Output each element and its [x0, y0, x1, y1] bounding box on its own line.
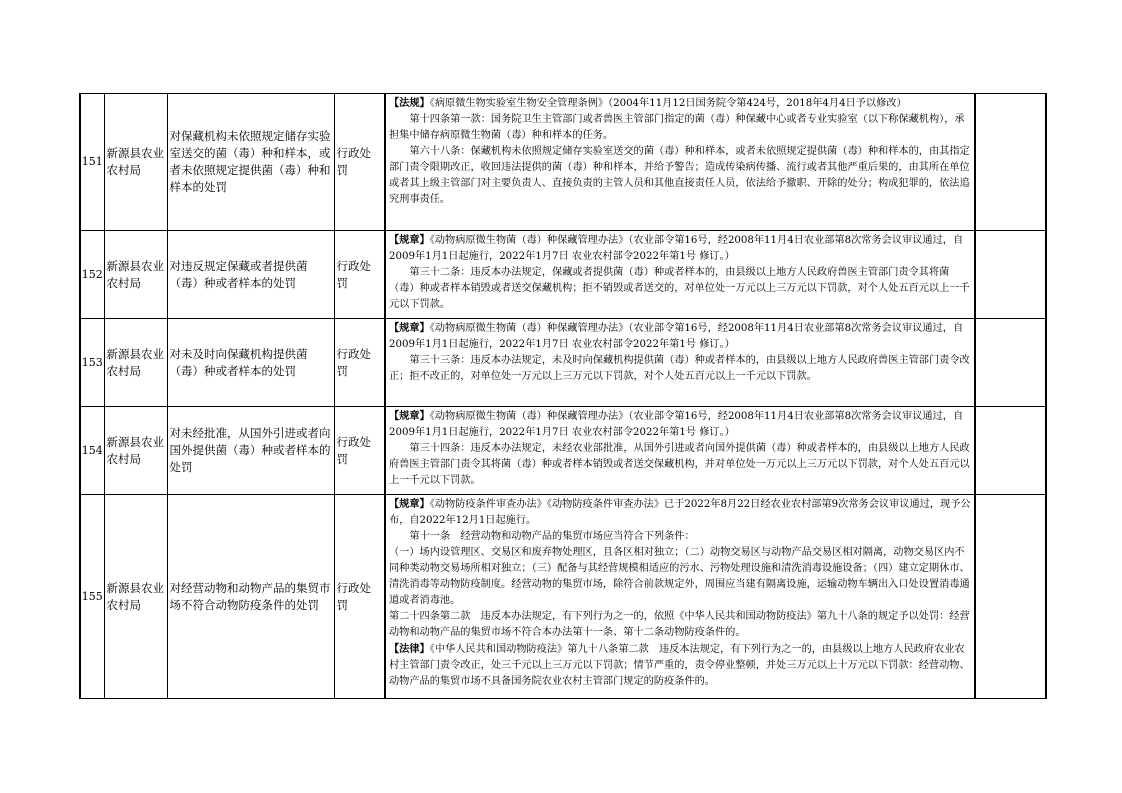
legal-basis-text: 第十一条 经营动物和动物产品的集贸市场应当符合下列条件：	[409, 531, 695, 542]
table-row	[80, 319, 1046, 407]
legal-basis-text: 《动物病原微生物菌（毒）种保藏管理办法》（农业部令第16号，经2008年11月4日农业部第8次常务会议审议通过，自2009年1月1日起施行，2022年1月7日 农业农村部令2022年第1号 修订。）	[389, 235, 964, 262]
legal-basis-text: 《中华人民共和国动物防疫法》第九十八条第二款 违反本法规定，有下列行为之一的，由县级以上地方人民政府农业农村主管部门责令改正，处三千元以上三万元以下罚款；情节严重的，责令停业整顿，并处三万元以上十万元以下罚款：经营动物、动物产品的集贸市场不具备国务院农业农村主管部门规定的防疫条件的。	[389, 644, 970, 687]
table-row	[80, 407, 1046, 495]
category-cell: 行政处罚	[334, 407, 385, 495]
penalty-item-cell: 对未及时向保藏机构提供菌（毒）种或者样本的处罚	[167, 319, 334, 407]
table-row	[80, 94, 1046, 231]
table-body	[80, 94, 1046, 699]
legal-basis-text: 《病原微生物实验室生物安全管理条例》（2004年11月12日国务院令第424号，2018年4月4日予以修改）	[429, 98, 907, 109]
row-number: 152	[80, 231, 104, 319]
legal-basis-paragraph	[389, 408, 971, 441]
legal-basis-cell	[385, 407, 975, 495]
law-type-tag: 【法律】	[389, 643, 430, 655]
law-type-tag: 【规章】	[389, 234, 430, 246]
legal-basis-paragraph	[389, 496, 971, 529]
legal-basis-cell	[385, 319, 975, 407]
department-cell: 新源县农业农村局	[104, 94, 167, 231]
legal-basis-paragraph	[389, 232, 971, 265]
legal-basis-paragraph	[389, 641, 971, 690]
category-cell: 行政处罚	[334, 319, 385, 407]
law-type-tag: 【法规】	[389, 97, 430, 109]
department-cell: 新源县农业农村局	[104, 407, 167, 495]
legal-basis-paragraph	[389, 529, 971, 545]
penalty-items-table	[79, 93, 1047, 699]
department-cell: 新源县农业农村局	[104, 495, 167, 699]
remarks-cell	[975, 231, 1046, 319]
row-number: 154	[80, 407, 104, 495]
remarks-cell	[975, 319, 1046, 407]
legal-basis-paragraph	[389, 320, 971, 353]
row-number: 153	[80, 319, 104, 407]
legal-basis-paragraph	[389, 265, 971, 313]
legal-basis-paragraph	[389, 545, 971, 609]
category-cell: 行政处罚	[334, 231, 385, 319]
penalty-item-cell: 对未经批准，从国外引进或者向国外提供菌（毒）种或者样本的处罚	[167, 407, 334, 495]
penalty-item-cell: 对经营动物和动物产品的集贸市场不符合动物防疫条件的处罚	[167, 495, 334, 699]
legal-basis-text: 第六十八条：保藏机构未依照规定储存实验室送交的菌（毒）种和样本，或者未依照规定提供菌（毒）种和样本的，由其指定部门责令限期改正，收回违法提供的菌（毒）种和样本，并给予警告；造成传染病传播、流行或者其他严重后果的，由其所在单位或者其上级主管部门对主要负责人、直接负责的主管人员和其他直接责任人员，依法给予撤职、开除的处分；构成犯罪的，依法追究刑事责任。	[389, 146, 970, 205]
legal-basis-cell	[385, 94, 975, 231]
remarks-cell	[975, 407, 1046, 495]
penalty-item-cell: 对违反规定保藏或者提供菌（毒）种或者样本的处罚	[167, 231, 334, 319]
department-cell: 新源县农业农村局	[104, 231, 167, 319]
legal-basis-text: 第三十四条：违反本办法规定，未经农业部批准，从国外引进或者向国外提供菌（毒）种或者样本的，由县级以上地方人民政府兽医主管部门责令其将菌（毒）种或者样本销毁或者送交保藏机构，并对单位处一万元以上三万元以下罚款，对个人处五百元以上一千元以下罚款。	[389, 443, 970, 486]
table-row	[80, 495, 1046, 699]
legal-basis-paragraph	[389, 353, 971, 385]
legal-basis-text: 《动物防疫条件审查办法》《动物防疫条件审查办法》已于2022年8月22日经农业农村部第9次常务会议审议通过，现予公布，自2022年12月1日起施行。	[389, 499, 971, 526]
legal-basis-text: 第二十四条第二款 违反本办法规定，有下列行为之一的，依照《中华人民共和国动物防疫法》第九十八条的规定予以处罚：经营动物和动物产品的集贸市场不符合本办法第十一条、第十二条动物防疫条件的。	[389, 611, 970, 638]
table-row	[80, 231, 1046, 319]
legal-basis-paragraph	[389, 144, 971, 208]
law-type-tag: 【规章】	[389, 322, 430, 334]
law-type-tag: 【规章】	[389, 498, 430, 510]
remarks-cell	[975, 495, 1046, 699]
penalty-item-cell: 对保藏机构未依照规定储存实验室送交的菌（毒）种和样本，或者未依照规定提供菌（毒）种和样本的处罚	[167, 94, 334, 231]
legal-basis-text: 第十四条第一款：国务院卫生主管部门或者兽医主管部门指定的菌（毒）种保藏中心或者专业实验室（以下称保藏机构），承担集中储存病原微生物菌（毒）种和样本的任务。	[389, 114, 965, 141]
law-type-tag: 【规章】	[389, 410, 430, 422]
legal-basis-text: 第三十三条：违反本办法规定，未及时向保藏机构提供菌（毒）种或者样本的，由县级以上地方人民政府兽医主管部门责令改正；拒不改正的，对单位处一万元以上三万元以下罚款，对个人处五百元以上一千元以下罚款。	[389, 355, 970, 382]
legal-basis-paragraph	[389, 95, 971, 112]
category-cell: 行政处罚	[334, 495, 385, 699]
legal-basis-cell	[385, 231, 975, 319]
department-cell: 新源县农业农村局	[104, 319, 167, 407]
category-cell: 行政处罚	[334, 94, 385, 231]
legal-basis-text: 《动物病原微生物菌（毒）种保藏管理办法》（农业部令第16号，经2008年11月4日农业部第8次常务会议审议通过，自2009年1月1日起施行，2022年1月7日 农业农村部令2022年第1号 修订。）	[389, 323, 964, 350]
row-number: 151	[80, 94, 104, 231]
legal-basis-text: 《动物病原微生物菌（毒）种保藏管理办法》（农业部令第16号，经2008年11月4日农业部第8次常务会议审议通过，自2009年1月1日起施行，2022年1月7日 农业农村部令2022年第1号 修订。）	[389, 411, 964, 438]
legal-basis-paragraph	[389, 609, 971, 641]
legal-basis-paragraph	[389, 112, 971, 144]
legal-basis-paragraph	[389, 441, 971, 489]
legal-basis-text: 第三十二条：违反本办法规定，保藏或者提供菌（毒）种或者样本的，由县级以上地方人民政府兽医主管部门责令其将菌（毒）种或者样本销毁或者送交保藏机构；拒不销毁或者送交的，对单位处一万元以上三万元以下罚款，对个人处五百元以上一千元以下罚款。	[389, 267, 970, 310]
remarks-cell	[975, 94, 1046, 231]
legal-basis-text: （一）场内设管理区、交易区和废弃物处理区，且各区相对独立；（二）动物交易区与动物产品交易区相对隔离，动物交易区内不同种类动物交易场所相对独立；（三）配备与其经营规模相适应的污水、污物处理设施和清洗消毒设施设备；（四）建立定期休市、清洗消毒等动物防疫制度。经营动物的集贸市场，除符合前款规定外，周围应当建有隔离设施，运输动物车辆出入口处设置消毒通道或者消毒池。	[389, 547, 970, 606]
row-number: 155	[80, 495, 104, 699]
legal-basis-cell	[385, 495, 975, 699]
